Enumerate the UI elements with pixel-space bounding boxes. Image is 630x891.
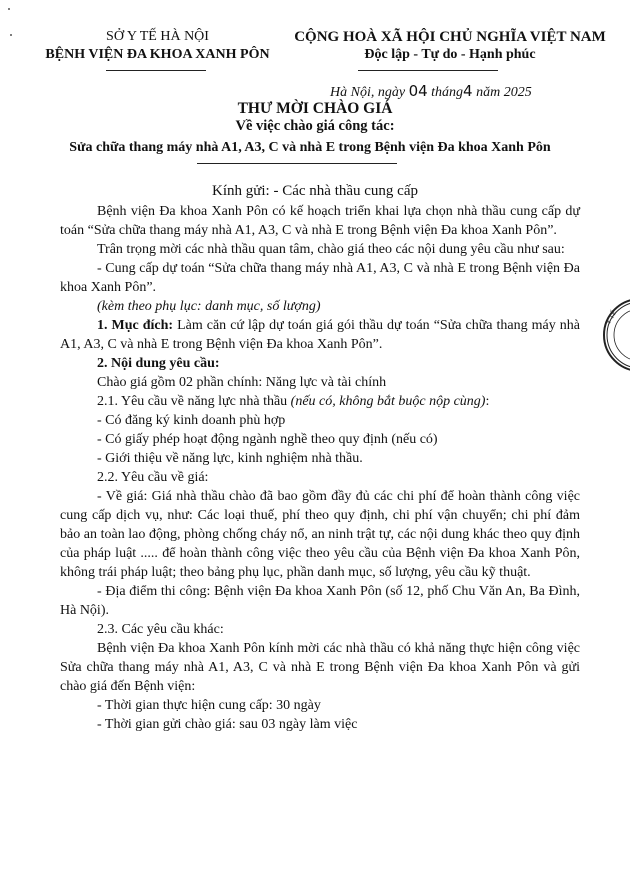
capability-item: - Có đăng ký kinh doanh phù hợp xyxy=(97,413,286,428)
date-day-handwritten: 04 xyxy=(408,82,428,100)
intro-paragraph: Bệnh viện Đa khoa Xanh Pôn có kế hoạch triển khai lựa chọn nhà thầu cung cấp dự toán “Sửa chữa thang máy nhà A1, A3, C và nhà E trong Bệnh viện Đa khoa Xanh Pôn”. xyxy=(60,204,580,238)
purpose-text: Làm căn cứ lập dự toán giá gói thầu dự toán “Sửa chữa thang máy nhà A1, A3, C và nhà E trong Bệnh viện Đa khoa Xanh Pôn”. xyxy=(60,318,580,352)
price-paragraph: - Về giá: Giá nhà thầu chào đã bao gồm đầy đủ các chi phí để hoàn thành công việc cung cấp dịch vụ, như: Các loại thuế, phí theo quy định, chi phí vận chuyển; chi phí đảm bảo an toàn lao động, phòng chống cháy nổ, an ninh trật tự, các nội dung khác theo quy định của pháp luật ..... để hoàn thành công việc theo yêu cầu của Bệnh viện Đa khoa Xanh Pôn, không trái pháp luật; theo bảng phụ lục, phần danh mục, số lượng, yêu cầu kỹ thuật. xyxy=(60,489,580,580)
date-month-label: tháng xyxy=(431,85,464,100)
timeline-item: - Thời gian thực hiện cung cấp: 30 ngày xyxy=(97,698,321,713)
date-year: năm 2025 xyxy=(476,85,532,100)
organization-name: BỆNH VIỆN ĐA KHOA XANH PÔN xyxy=(45,47,270,62)
national-title: CỘNG HOÀ XÃ HỘI CHỦ NGHĨA VIỆT NAM xyxy=(294,29,606,45)
national-header-block xyxy=(285,28,615,64)
subject-underline xyxy=(197,163,397,164)
document-title: THƯ MỜI CHÀO GIÁ xyxy=(237,100,393,117)
issuing-agency-block xyxy=(30,28,285,64)
stamp-text: Y TẾ xyxy=(603,309,619,326)
greeting: Kính gửi: - Các nhà thầu cung cấp xyxy=(212,183,418,199)
motto-underline xyxy=(358,70,498,71)
invite-paragraph: Trân trọng mời các nhà thầu quan tâm, chào giá theo các nội dung yêu cầu như sau: xyxy=(97,242,565,257)
capability-colon: : xyxy=(485,394,490,409)
attachment-note: (kèm theo phụ lục: danh mục, số lượng) xyxy=(97,299,321,314)
agency-name: SỞ Y TẾ HÀ NỘI xyxy=(106,29,209,44)
capability-label: 2.1. Yêu cầu về năng lực nhà thầu xyxy=(97,394,291,409)
requirements-heading: 2. Nội dung yêu cầu: xyxy=(97,356,220,371)
national-motto: Độc lập - Tự do - Hạnh phúc xyxy=(364,47,536,62)
document-body xyxy=(60,202,580,734)
location-paragraph: - Địa điểm thi công: Bệnh viện Đa khoa Xanh Pôn (số 12, phố Chu Văn An, Ba Đình, Hà Nội). xyxy=(60,584,580,618)
capability-item: - Giới thiệu về năng lực, kinh nghiệm nhà thầu. xyxy=(97,451,363,466)
purpose-label: 1. Mục đích: xyxy=(97,318,174,333)
date-month-handwritten: 4 xyxy=(463,82,473,100)
requirements-intro: Chào giá gồm 02 phần chính: Năng lực và tài chính xyxy=(97,375,387,390)
timeline-item: - Thời gian gửi chào giá: sau 03 ngày làm việc xyxy=(97,717,358,732)
document-subject: Sửa chữa thang máy nhà A1, A3, C và nhà E trong Bệnh viện Đa khoa Xanh Pôn xyxy=(69,140,551,155)
scan-speck xyxy=(10,34,12,36)
agency-underline xyxy=(106,70,206,71)
scan-speck xyxy=(8,8,10,10)
capability-heading xyxy=(60,392,580,411)
document-subtitle: Về việc chào giá công tác: xyxy=(235,118,395,134)
price-heading: 2.2. Yêu cầu về giá: xyxy=(97,470,209,485)
capability-note: (nếu có, không bắt buộc nộp cùng) xyxy=(290,394,486,409)
other-requirements-heading: 2.3. Các yêu cầu khác: xyxy=(97,622,224,637)
official-stamp-icon xyxy=(600,295,630,375)
other-requirements-paragraph: Bệnh viện Đa khoa Xanh Pôn kính mời các nhà thầu có khả năng thực hiện công việc Sửa chữa thang máy nhà A1, A3, C và nhà E trong Bệnh viện Đa khoa Xanh Pôn và gửi chào giá đến Bệnh viện: xyxy=(60,641,580,694)
supply-paragraph: - Cung cấp dự toán “Sửa chữa thang máy nhà A1, A3, C và nhà E trong Bệnh viện Đa khoa Xanh Pôn”. xyxy=(60,261,580,295)
purpose-paragraph xyxy=(60,316,580,354)
date-prefix: Hà Nội, ngày xyxy=(330,85,406,100)
capability-item: - Có giấy phép hoạt động ngành nghề theo quy định (nếu có) xyxy=(97,432,438,447)
